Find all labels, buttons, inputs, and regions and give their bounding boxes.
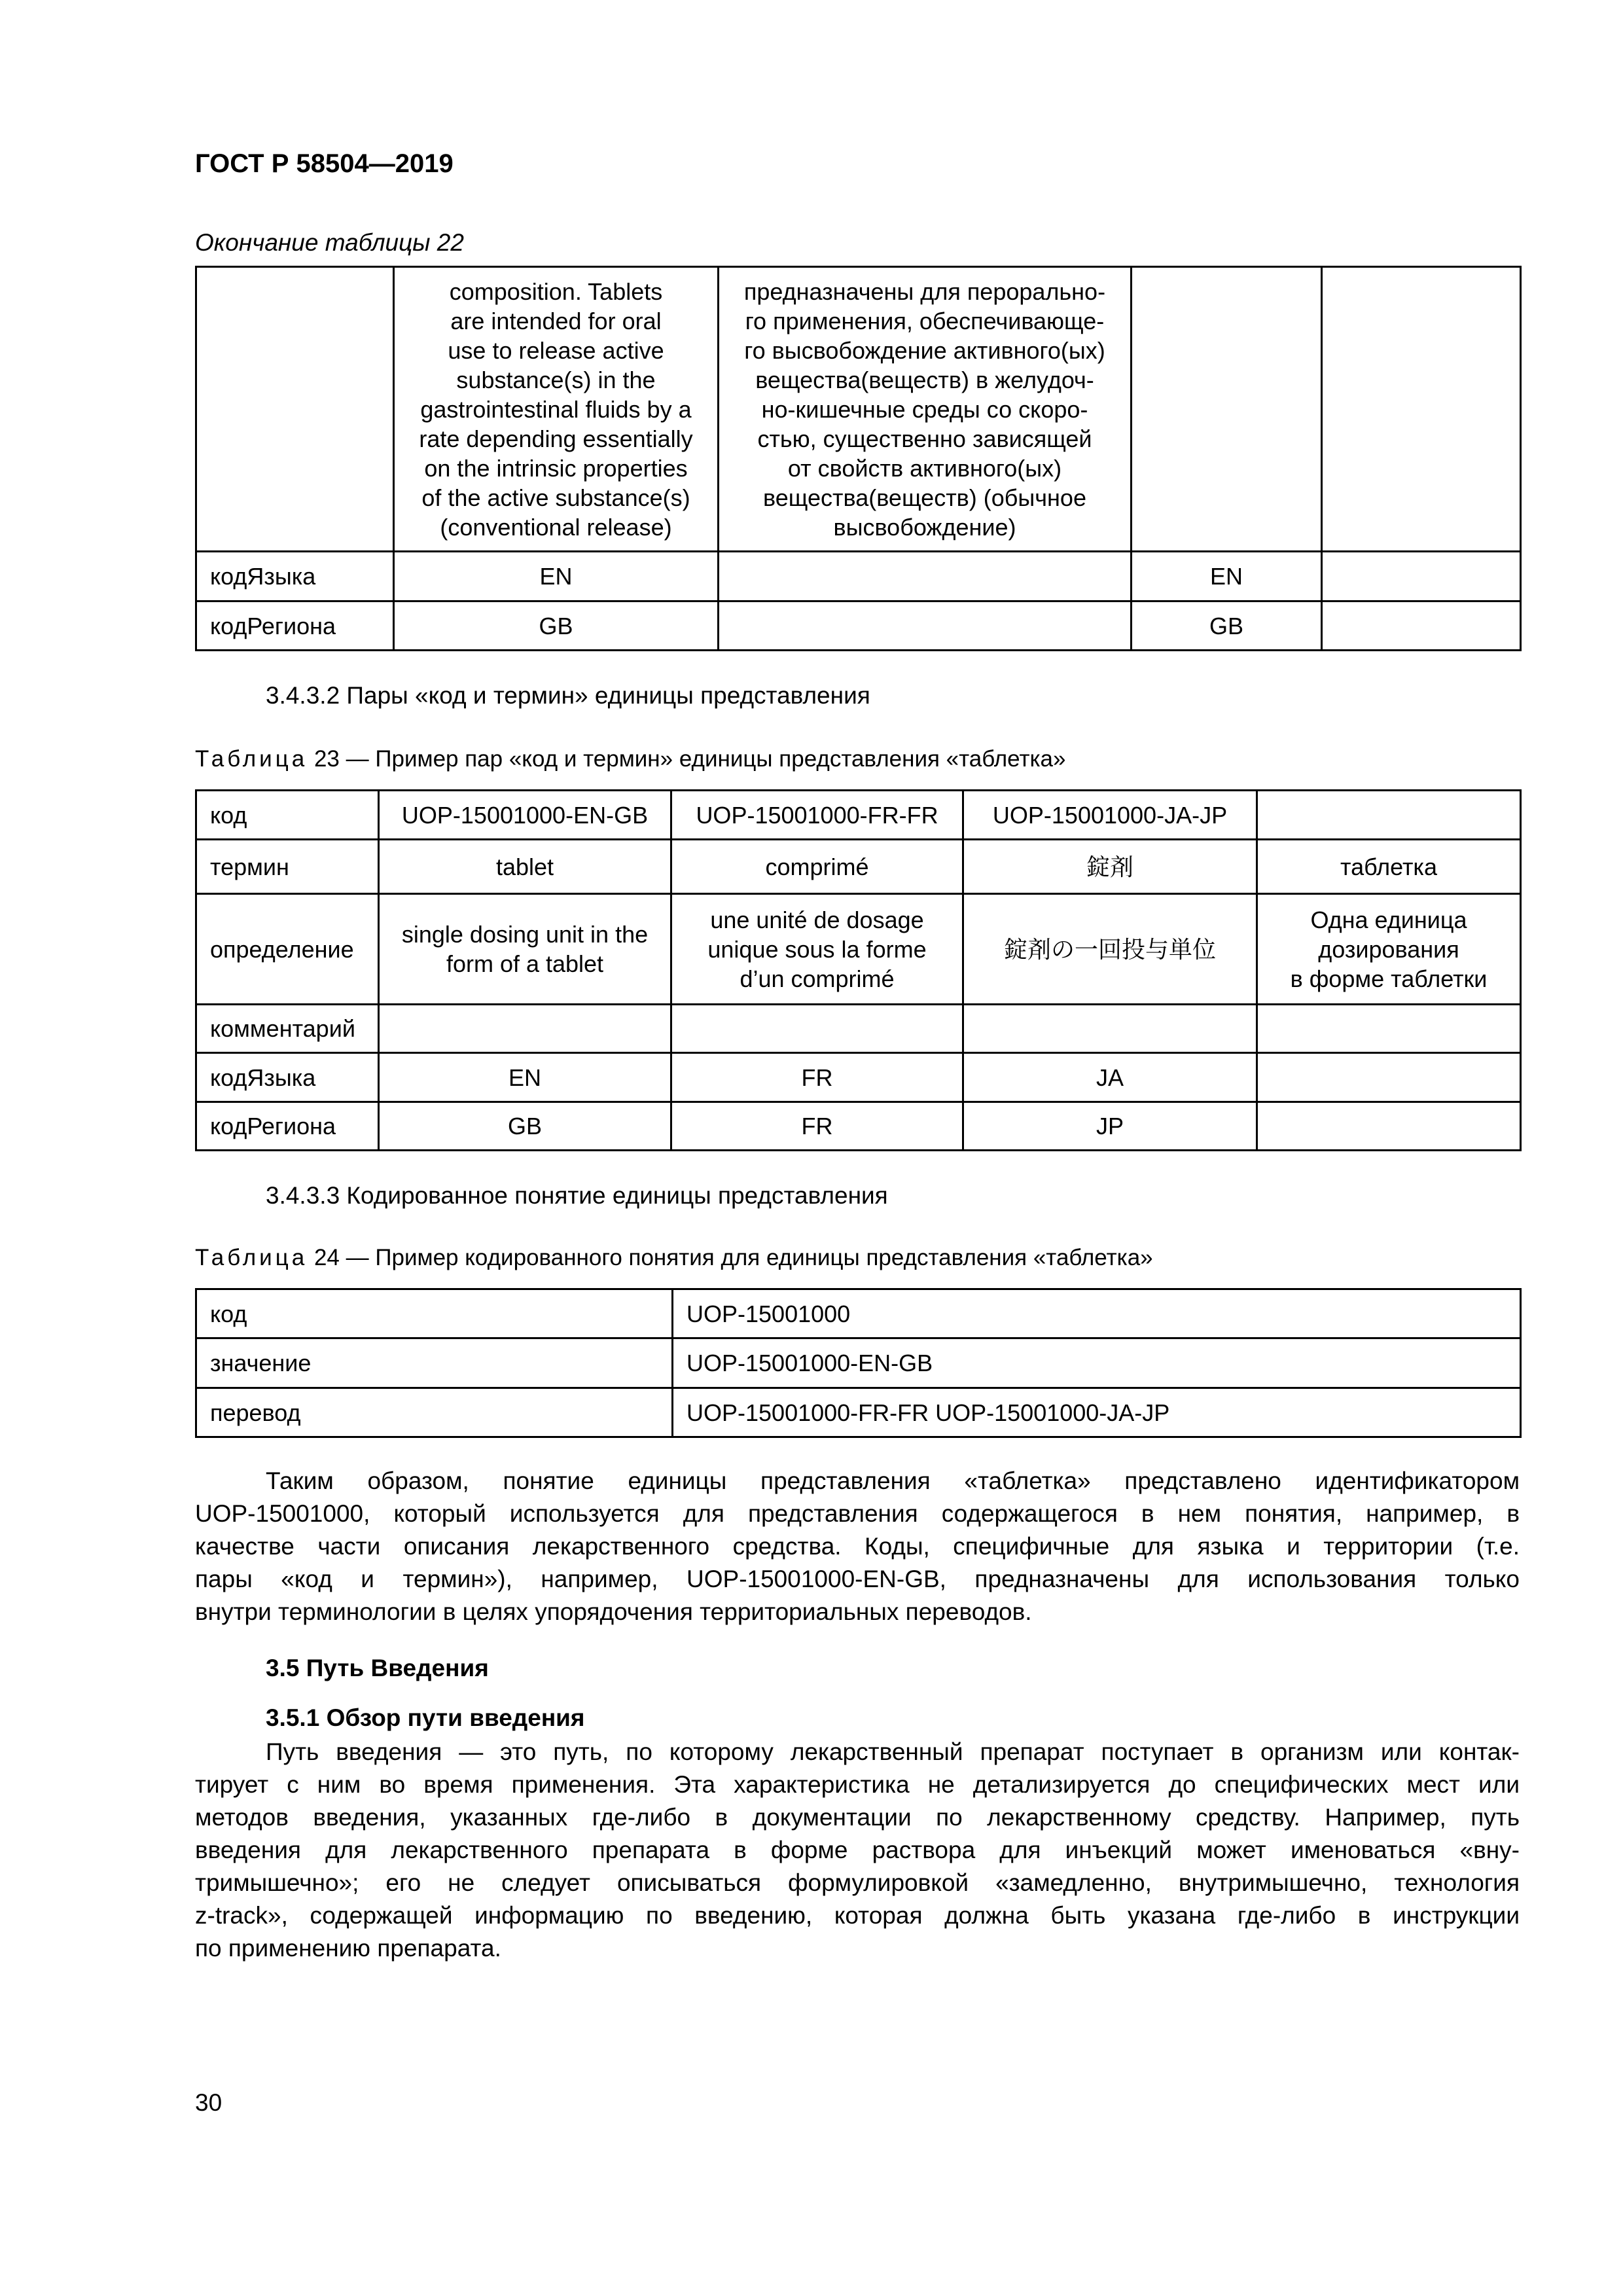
table-cell: comprimé — [671, 840, 963, 894]
section-heading-3-4-3-2: 3.4.3.2 Пары «код и термин» единицы представления — [266, 682, 870, 709]
table-cell: UOP-15001000-JA-JP — [963, 791, 1257, 840]
row-label-cell: термин — [196, 840, 379, 894]
row-label-cell: определение — [196, 894, 379, 1005]
paragraph-line: качестве части описания лекарственного средства. Коды, специфичные для языка и территории (т.е. — [195, 1533, 1520, 1560]
row-label-cell: код — [196, 791, 379, 840]
paragraph-line: z-track», содержащей информацию по введению, которая должна быть указана где-либо в инструкции — [195, 1902, 1520, 1929]
table-cell: FR — [671, 1102, 963, 1151]
table-24-caption — [195, 1245, 1153, 1271]
table-row — [196, 552, 1521, 601]
paragraph-line: пары «код и термин»), например, UOP-15001000-EN-GB, предназначены для использования только — [195, 1566, 1520, 1592]
table-cell: UOP-15001000-FR-FR UOP-15001000-JA-JP — [673, 1388, 1521, 1437]
table-cell: single dosing unit in the form of a tablet — [379, 894, 671, 1005]
paragraph-line: UOP-15001000, который используется для представления содержащегося в нем понятия, например, в — [195, 1500, 1520, 1527]
row-label-cell: кодРегиона — [196, 1102, 379, 1151]
row-label-cell: значение — [196, 1338, 673, 1388]
table-cell: EN — [394, 552, 719, 601]
table-cell: UOP-15001000-FR-FR — [671, 791, 963, 840]
document-id-header: ГОСТ Р 58504—2019 — [195, 149, 454, 178]
table-cell — [719, 601, 1132, 651]
table-23-caption — [195, 746, 1065, 772]
paragraph-line: Таким образом, понятие единицы представления «таблетка» представлено идентификатором — [266, 1467, 1520, 1494]
table-row — [196, 894, 1521, 1005]
table-row — [196, 791, 1521, 840]
table-label: Таблица — [195, 746, 308, 772]
paragraph-line: введения для лекарственного препарата в форме раствора для инъекций может именоваться «вну- — [195, 1837, 1520, 1863]
table-row — [196, 1289, 1521, 1338]
table-cell — [1257, 1053, 1521, 1102]
table-cell: GB — [379, 1102, 671, 1151]
row-label-cell: комментарий — [196, 1005, 379, 1053]
row-label-cell: кодРегиона — [196, 601, 394, 651]
table-cell: UOP-15001000-EN-GB — [673, 1338, 1521, 1388]
section-heading-3-5-1: 3.5.1 Обзор пути введения — [266, 1704, 585, 1731]
row-label-cell: кодЯзыка — [196, 552, 394, 601]
paragraph-line: тримышечно»; его не следует описываться формулировкой «замедленно, внутримышечно, технология — [195, 1869, 1520, 1896]
table-continuation-caption: Окончание таблицы 22 — [195, 229, 464, 256]
table-cell: EN — [1132, 552, 1322, 601]
table-row — [196, 1102, 1521, 1151]
row-label-cell: кодЯзыка — [196, 1053, 379, 1102]
table-cell: таблетка — [1257, 840, 1521, 894]
table-title: 23 — Пример пар «код и термин» единицы представления «таблетка» — [308, 746, 1066, 772]
table-cell: GB — [394, 601, 719, 651]
table-row — [196, 1338, 1521, 1388]
table-24 — [195, 1288, 1522, 1438]
table-label: Таблица — [195, 1245, 308, 1270]
table-23 — [195, 789, 1522, 1151]
table-cell: предназначены для перорально- го применения, обеспечивающе- го высвобождение активного(ых) вещества(веществ) в желудоч- но-кишечные среды со скоро- стью, существенно зависящей от свойств активного(ых) вещества(веществ) (обычное высвобождение) — [719, 267, 1132, 552]
row-label-cell: перевод — [196, 1388, 673, 1437]
table-row — [196, 1005, 1521, 1053]
section-heading-3-4-3-3: 3.4.3.3 Кодированное понятие единицы представления — [266, 1182, 888, 1209]
paragraph-line: внутри терминологии в целях упорядочения территориальных переводов. — [195, 1598, 1032, 1625]
table-row — [196, 1388, 1521, 1437]
table-cell: UOP-15001000-EN-GB — [379, 791, 671, 840]
table-cell — [671, 1005, 963, 1053]
table-cell — [1257, 1005, 1521, 1053]
table-cell: JP — [963, 1102, 1257, 1151]
table-cell: composition. Tablets are intended for oral use to release active substance(s) in the gastrointestinal fluids by a rate depending essentially on the intrinsic properties of the active substance(s) (conventional release) — [394, 267, 719, 552]
section-heading-3-5: 3.5 Путь Введения — [266, 1655, 489, 1681]
table-cell — [963, 1005, 1257, 1053]
page-number: 30 — [195, 2089, 223, 2116]
table-cell: une unité de dosage unique sous la forme d’un comprimé — [671, 894, 963, 1005]
table-cell: FR — [671, 1053, 963, 1102]
table-cell — [379, 1005, 671, 1053]
table-cell — [1257, 1102, 1521, 1151]
table-cell: 錠剤の一回投与単位 — [963, 894, 1257, 1005]
paragraph-line: по применению препарата. — [195, 1935, 501, 1962]
row-label-cell — [196, 267, 394, 552]
table-cell — [1132, 267, 1322, 552]
table-cell: tablet — [379, 840, 671, 894]
table-row — [196, 267, 1521, 552]
table-cell: Одна единица дозирования в форме таблетки — [1257, 894, 1521, 1005]
table-cell: GB — [1132, 601, 1322, 651]
table-cell — [1322, 267, 1521, 552]
table-cell — [719, 552, 1132, 601]
table-cell: JA — [963, 1053, 1257, 1102]
table-row — [196, 601, 1521, 651]
table-cell — [1322, 601, 1521, 651]
paragraph-line: методов введения, указанных где-либо в документации по лекарственному средству. Например, путь — [195, 1804, 1520, 1831]
table-row — [196, 1053, 1521, 1102]
row-label-cell: код — [196, 1289, 673, 1338]
table-cell — [1257, 791, 1521, 840]
paragraph-line: тирует с ним во время применения. Эта характеристика не детализируется до специфических мест или — [195, 1771, 1520, 1798]
table-22-continuation — [195, 266, 1522, 651]
table-cell: UOP-15001000 — [673, 1289, 1521, 1338]
table-cell: 錠剤 — [963, 840, 1257, 894]
table-cell — [1322, 552, 1521, 601]
table-title: 24 — Пример кодированного понятия для единицы представления «таблетка» — [308, 1245, 1153, 1270]
table-cell: EN — [379, 1053, 671, 1102]
paragraph-line: Путь введения — это путь, по которому лекарственный препарат поступает в организм или контак- — [266, 1738, 1520, 1765]
table-row — [196, 840, 1521, 894]
